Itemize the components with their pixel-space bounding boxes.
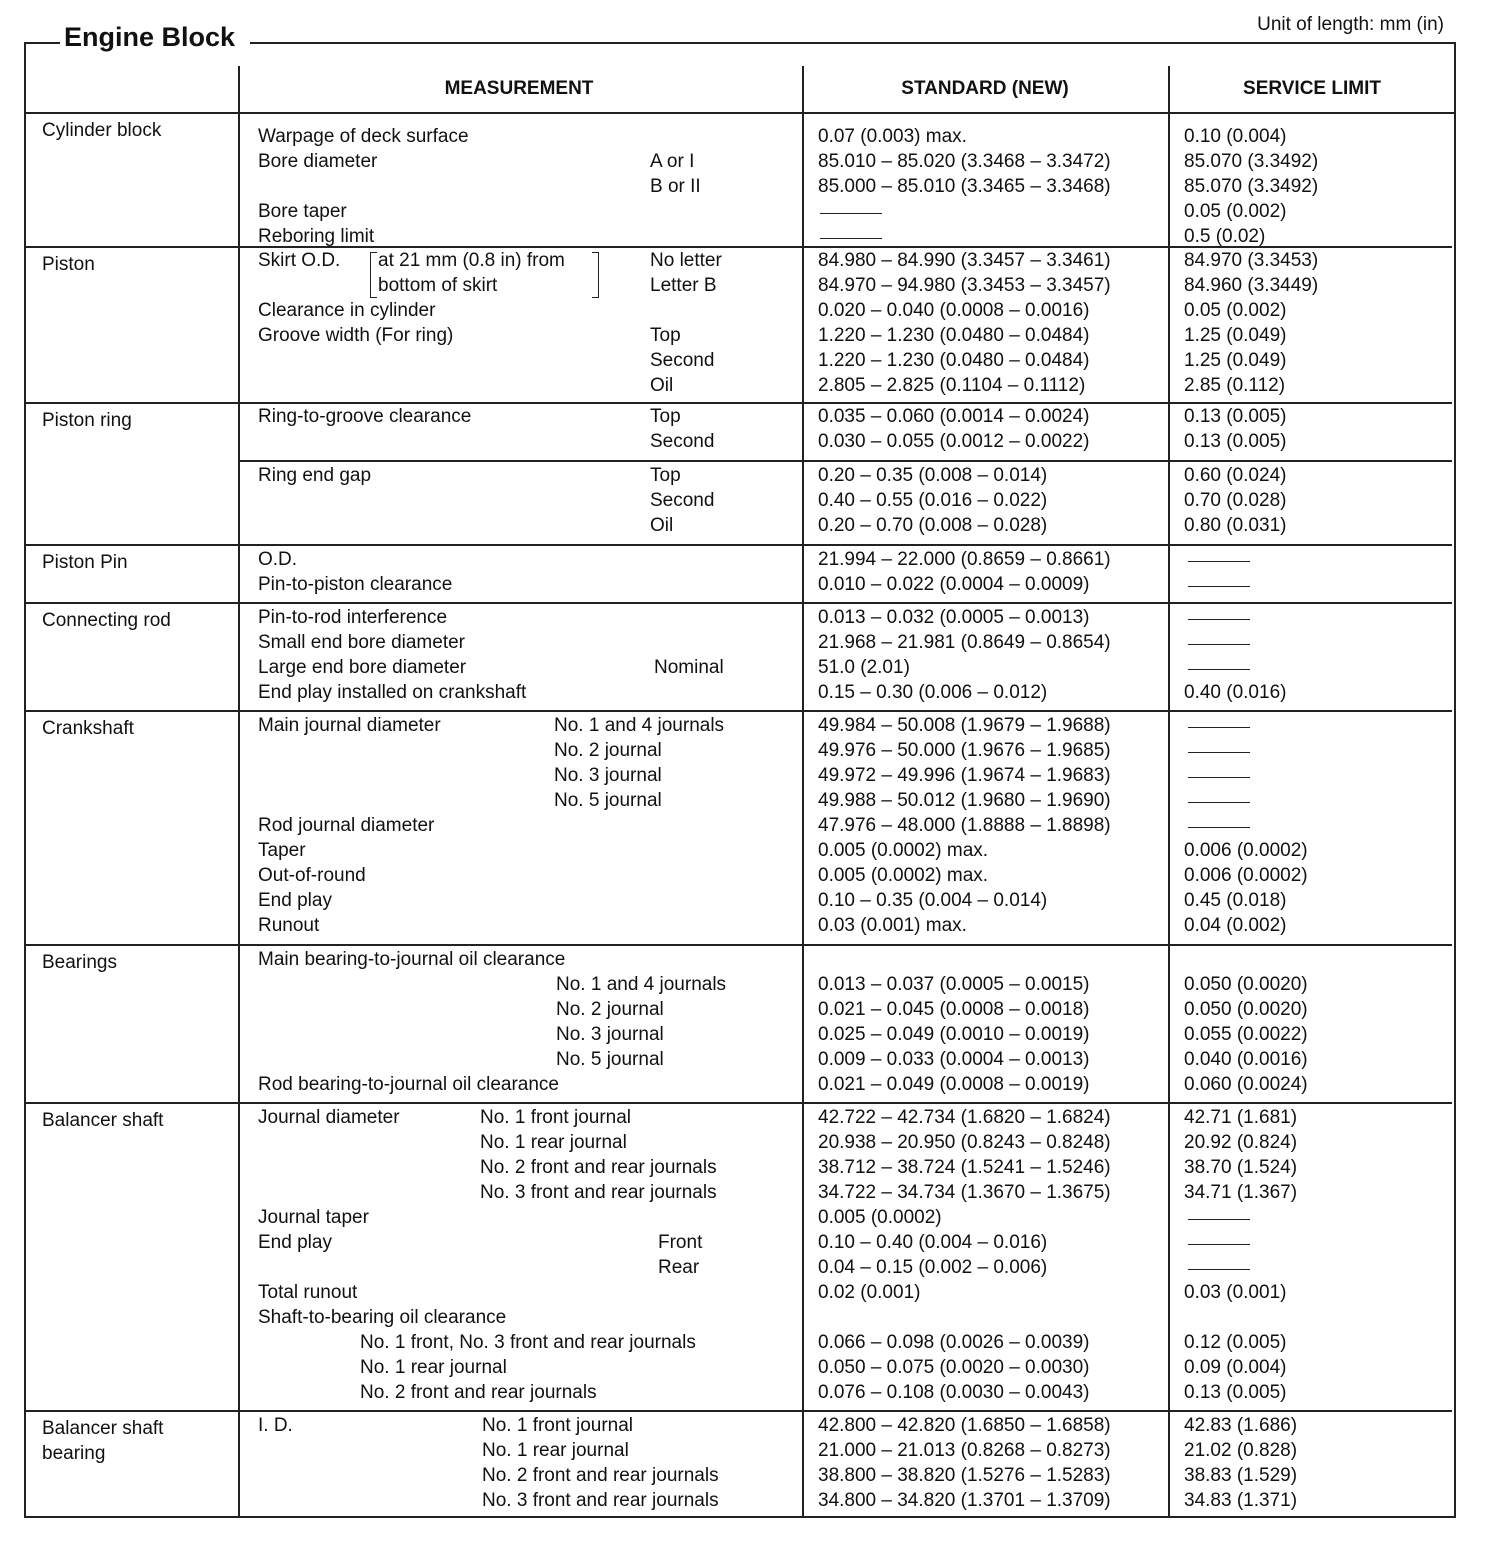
service-limit-value: 0.09 (0.004) [1184, 1357, 1287, 1378]
measurement-qualifier: No. 1 front journal [480, 1107, 632, 1128]
standard-value: 1.220 – 1.230 (0.0480 – 0.0484) [818, 350, 1090, 371]
bracket-left [370, 252, 377, 298]
component-name: Piston [42, 254, 95, 275]
standard-value: 0.021 – 0.045 (0.0008 – 0.0018) [818, 999, 1090, 1020]
measurement-label: Main journal diameter [258, 715, 441, 736]
standard-value: 0.03 (0.001) max. [818, 915, 967, 936]
standard-value: 21.994 – 22.000 (0.8659 – 0.8661) [818, 549, 1111, 570]
standard-value: 20.938 – 20.950 (0.8243 – 0.8248) [818, 1132, 1111, 1153]
standard-value: 0.076 – 0.108 (0.0030 – 0.0043) [818, 1382, 1090, 1403]
measurement-qualifier: No. 2 journal [554, 740, 662, 761]
measurement-qualifier: Oil [650, 515, 674, 536]
standard-value: 85.000 – 85.010 (3.3465 – 3.3468) [818, 176, 1111, 197]
measurement-label: I. D. [258, 1415, 293, 1436]
measurement-qualifier: No. 3 front and rear journals [482, 1490, 719, 1511]
measurement-qualifier: Nominal [654, 657, 724, 678]
measurement-qualifier: No. 1 and 4 journals [556, 974, 727, 995]
measurement-label: Journal diameter [258, 1107, 400, 1128]
measurement-label: Total runout [258, 1282, 358, 1303]
service-limit-value: 0.80 (0.031) [1184, 515, 1287, 536]
standard-value: 0.005 (0.0002) max. [818, 840, 989, 861]
service-limit-none [1188, 1269, 1250, 1270]
table-section [26, 710, 1452, 946]
measurement-qualifier: No. 5 journal [554, 790, 662, 811]
measurement-label: End play installed on crankshaft [258, 682, 527, 703]
service-limit-value: 34.71 (1.367) [1184, 1182, 1298, 1203]
standard-value: 0.021 – 0.049 (0.0008 – 0.0019) [818, 1074, 1090, 1095]
service-limit-value: 0.05 (0.002) [1184, 201, 1287, 222]
standard-value: 0.04 – 0.15 (0.002 – 0.006) [818, 1257, 1048, 1278]
service-limit-value: 38.83 (1.529) [1184, 1465, 1298, 1486]
measurement-label: Taper [258, 840, 306, 861]
service-limit-value: 0.055 (0.0022) [1184, 1024, 1308, 1045]
component-name: Piston ring [42, 410, 132, 431]
standard-value: 0.009 – 0.033 (0.0004 – 0.0013) [818, 1049, 1090, 1070]
standard-value: 0.20 – 0.35 (0.008 – 0.014) [818, 465, 1048, 486]
standard-value: 0.010 – 0.022 (0.0004 – 0.0009) [818, 574, 1090, 595]
standard-value: 0.10 – 0.35 (0.004 – 0.014) [818, 890, 1048, 911]
measurement-label: Ring-to-groove clearance [258, 406, 472, 427]
standard-value: 38.800 – 38.820 (1.5276 – 1.5283) [818, 1465, 1111, 1486]
measurement-qualifier: Rear [658, 1257, 700, 1278]
measurement-qualifier: No. 1 and 4 journals [554, 715, 725, 736]
measurement-label: Journal taper [258, 1207, 369, 1228]
measurement-qualifier: No. 2 journal [556, 999, 664, 1020]
standard-value: 49.972 – 49.996 (1.9674 – 1.9683) [818, 765, 1111, 786]
measurement-qualifier: No. 1 rear journal [480, 1132, 627, 1153]
component-name: Cylinder block [42, 120, 162, 141]
standard-value: 85.010 – 85.020 (3.3468 – 3.3472) [818, 151, 1111, 172]
service-limit-value: 0.03 (0.001) [1184, 1282, 1287, 1303]
header-service-limit: SERVICE LIMIT [1243, 78, 1381, 99]
measurement-label: O.D. [258, 549, 298, 570]
standard-value: 21.000 – 21.013 (0.8268 – 0.8273) [818, 1440, 1111, 1461]
measurement-label: Pin-to-rod interference [258, 607, 448, 628]
service-limit-value: 85.070 (3.3492) [1184, 151, 1319, 172]
row-divider [240, 460, 1452, 462]
measurement-label: Rod bearing-to-journal oil clearance [258, 1074, 560, 1095]
service-limit-value: 0.40 (0.016) [1184, 682, 1287, 703]
standard-value: 49.976 – 50.000 (1.9676 – 1.9685) [818, 740, 1111, 761]
service-limit-value: 84.960 (3.3449) [1184, 275, 1319, 296]
standard-value: 38.712 – 38.724 (1.5241 – 1.5246) [818, 1157, 1111, 1178]
service-limit-value: 1.25 (0.049) [1184, 350, 1287, 371]
measurement-qualifier: Front [658, 1232, 703, 1253]
measurement-label: Groove width (For ring) [258, 325, 454, 346]
standard-value: 0.20 – 0.70 (0.008 – 0.028) [818, 515, 1048, 536]
standard-value: 84.980 – 84.990 (3.3457 – 3.3461) [818, 250, 1111, 271]
service-limit-value: 0.13 (0.005) [1184, 431, 1287, 452]
service-limit-none [1188, 752, 1250, 753]
standard-value: 0.013 – 0.032 (0.0005 – 0.0013) [818, 607, 1090, 628]
measurement-label: Rod journal diameter [258, 815, 435, 836]
table-section [26, 1102, 1452, 1412]
measurement-note: bottom of skirt [378, 275, 498, 296]
measurement-label: Small end bore diameter [258, 632, 465, 653]
service-limit-value: 0.60 (0.024) [1184, 465, 1287, 486]
table-section [26, 1410, 1452, 1516]
measurement-label: Shaft-to-bearing oil clearance [258, 1307, 507, 1328]
component-name: Crankshaft [42, 718, 134, 739]
service-limit-value: 1.25 (0.049) [1184, 325, 1287, 346]
service-limit-value: 0.05 (0.002) [1184, 300, 1287, 321]
standard-value: 0.40 – 0.55 (0.016 – 0.022) [818, 490, 1048, 511]
service-limit-value: 0.006 (0.0002) [1184, 865, 1308, 886]
standard-value: 47.976 – 48.000 (1.8888 – 1.8898) [818, 815, 1111, 836]
service-limit-value: 0.060 (0.0024) [1184, 1074, 1308, 1095]
measurement-qualifier: No. 5 journal [556, 1049, 664, 1070]
service-limit-none [1188, 777, 1250, 778]
measurement-qualifier: Top [650, 406, 681, 427]
table-section [26, 944, 1452, 1104]
service-limit-value: 42.83 (1.686) [1184, 1415, 1298, 1436]
service-limit-none [1188, 727, 1250, 728]
measurement-qualifier: No. 3 journal [554, 765, 662, 786]
service-limit-none [1188, 827, 1250, 828]
standard-value: 49.988 – 50.012 (1.9680 – 1.9690) [818, 790, 1111, 811]
component-name: Connecting rod [42, 610, 171, 631]
standard-value: 0.005 (0.0002) max. [818, 865, 989, 886]
service-limit-value: 20.92 (0.824) [1184, 1132, 1298, 1153]
standard-value: 0.035 – 0.060 (0.0014 – 0.0024) [818, 406, 1090, 427]
unit-label: Unit of length: mm (in) [1257, 14, 1444, 35]
service-limit-value: 0.006 (0.0002) [1184, 840, 1308, 861]
measurement-label: Bore taper [258, 201, 347, 222]
measurement-qualifier: No. 3 front and rear journals [480, 1182, 717, 1203]
standard-value: 34.800 – 34.820 (1.3701 – 1.3709) [818, 1490, 1111, 1511]
service-limit-value: 21.02 (0.828) [1184, 1440, 1298, 1461]
standard-value: 0.050 – 0.075 (0.0020 – 0.0030) [818, 1357, 1090, 1378]
service-limit-none [1188, 669, 1250, 670]
measurement-qualifier: B or II [650, 176, 701, 197]
measurement-qualifier: No letter [650, 250, 722, 271]
measurement-qualifier: No. 2 front and rear journals [480, 1157, 717, 1178]
measurement-qualifier: Oil [650, 375, 674, 396]
component-name: Balancer shaft [42, 1110, 164, 1131]
service-limit-value: 0.050 (0.0020) [1184, 999, 1308, 1020]
measurement-qualifier: No. 2 front and rear journals [360, 1382, 597, 1403]
service-limit-none [1188, 561, 1250, 562]
table-section [26, 602, 1452, 712]
component-name: Bearings [42, 952, 117, 973]
standard-none [820, 238, 882, 239]
measurement-qualifier: No. 2 front and rear journals [482, 1465, 719, 1486]
measurement-qualifier: No. 1 front journal [482, 1415, 634, 1436]
standard-value: 0.10 – 0.40 (0.004 – 0.016) [818, 1232, 1048, 1253]
service-limit-value: 0.040 (0.0016) [1184, 1049, 1308, 1070]
measurement-label: Runout [258, 915, 320, 936]
standard-value: 0.02 (0.001) [818, 1282, 921, 1303]
service-limit-value: 0.5 (0.02) [1184, 226, 1266, 247]
measurement-qualifier: A or I [650, 151, 695, 172]
measurement-label: Pin-to-piston clearance [258, 574, 453, 595]
measurement-label: Bore diameter [258, 151, 378, 172]
header-measurement: MEASUREMENT [444, 78, 594, 99]
service-limit-none [1188, 802, 1250, 803]
service-limit-value: 2.85 (0.112) [1184, 375, 1286, 396]
standard-value: 49.984 – 50.008 (1.9679 – 1.9688) [818, 715, 1111, 736]
header-standard: STANDARD (NEW) [901, 78, 1069, 99]
service-limit-none [1188, 644, 1250, 645]
standard-value: 42.800 – 42.820 (1.6850 – 1.6858) [818, 1415, 1111, 1436]
measurement-label: Skirt O.D. [258, 250, 341, 271]
standard-value: 0.005 (0.0002) [818, 1207, 942, 1228]
service-limit-value: 0.70 (0.028) [1184, 490, 1287, 511]
service-limit-value: 0.12 (0.005) [1184, 1332, 1287, 1353]
measurement-qualifier: No. 1 rear journal [482, 1440, 629, 1461]
table-section [26, 544, 1452, 604]
page-title: Engine Block [64, 22, 236, 52]
standard-value: 2.805 – 2.825 (0.1104 – 0.1112) [818, 375, 1086, 396]
measurement-qualifier: Second [650, 431, 715, 452]
standard-value: 42.722 – 42.734 (1.6820 – 1.6824) [818, 1107, 1111, 1128]
standard-value: 0.013 – 0.037 (0.0005 – 0.0015) [818, 974, 1090, 995]
measurement-qualifier: Second [650, 350, 715, 371]
standard-value: 0.025 – 0.049 (0.0010 – 0.0019) [818, 1024, 1090, 1045]
measurement-note: at 21 mm (0.8 in) from [378, 250, 565, 271]
table-section [26, 402, 1452, 546]
service-limit-value: 85.070 (3.3492) [1184, 176, 1319, 197]
standard-value: 34.722 – 34.734 (1.3670 – 1.3675) [818, 1182, 1111, 1203]
measurement-label: End play [258, 890, 332, 911]
standard-value: 0.020 – 0.040 (0.0008 – 0.0016) [818, 300, 1090, 321]
measurement-label: Ring end gap [258, 465, 372, 486]
measurement-qualifier: Letter B [650, 275, 717, 296]
standard-value: 0.030 – 0.055 (0.0012 – 0.0022) [818, 431, 1090, 452]
measurement-label: Reboring limit [258, 226, 375, 247]
standard-value: 84.970 – 94.980 (3.3453 – 3.3457) [818, 275, 1111, 296]
component-name: Balancer shaft bearing [42, 1418, 164, 1464]
service-limit-value: 0.45 (0.018) [1184, 890, 1287, 911]
service-limit-none [1188, 1219, 1250, 1220]
measurement-qualifier: Top [650, 325, 681, 346]
service-limit-none [1188, 619, 1250, 620]
standard-value: 0.07 (0.003) max. [818, 126, 967, 147]
service-limit-value: 34.83 (1.371) [1184, 1490, 1298, 1511]
table-section [26, 246, 1452, 404]
measurement-qualifier: No. 1 front, No. 3 front and rear journals [360, 1332, 696, 1353]
standard-value: 1.220 – 1.230 (0.0480 – 0.0484) [818, 325, 1090, 346]
measurement-label: Warpage of deck surface [258, 126, 469, 147]
standard-value: 21.968 – 21.981 (0.8649 – 0.8654) [818, 632, 1111, 653]
standard-value: 0.066 – 0.098 (0.0026 – 0.0039) [818, 1332, 1090, 1353]
component-name: Piston Pin [42, 552, 128, 573]
service-limit-value: 0.13 (0.005) [1184, 1382, 1287, 1403]
standard-value: 0.15 – 0.30 (0.006 – 0.012) [818, 682, 1048, 703]
service-limit-none [1188, 586, 1250, 587]
measurement-label: Clearance in cylinder [258, 300, 436, 321]
service-limit-value: 84.970 (3.3453) [1184, 250, 1319, 271]
service-limit-value: 0.050 (0.0020) [1184, 974, 1308, 995]
standard-none [820, 213, 882, 214]
measurement-label: Large end bore diameter [258, 657, 467, 678]
table-section [26, 112, 1452, 248]
service-limit-value: 0.04 (0.002) [1184, 915, 1287, 936]
measurement-label: Main bearing-to-journal oil clearance [258, 949, 566, 970]
service-limit-value: 42.71 (1.681) [1184, 1107, 1298, 1128]
service-limit-none [1188, 1244, 1250, 1245]
service-limit-value: 0.13 (0.005) [1184, 406, 1287, 427]
standard-value: 51.0 (2.01) [818, 657, 910, 678]
measurement-qualifier: Second [650, 490, 715, 511]
service-limit-value: 0.10 (0.004) [1184, 126, 1287, 147]
measurement-label: End play [258, 1232, 332, 1253]
measurement-qualifier: No. 3 journal [556, 1024, 664, 1045]
measurement-label: Out-of-round [258, 865, 366, 886]
bracket-right [592, 252, 599, 298]
measurement-qualifier: No. 1 rear journal [360, 1357, 507, 1378]
service-limit-value: 38.70 (1.524) [1184, 1157, 1298, 1178]
measurement-qualifier: Top [650, 465, 681, 486]
